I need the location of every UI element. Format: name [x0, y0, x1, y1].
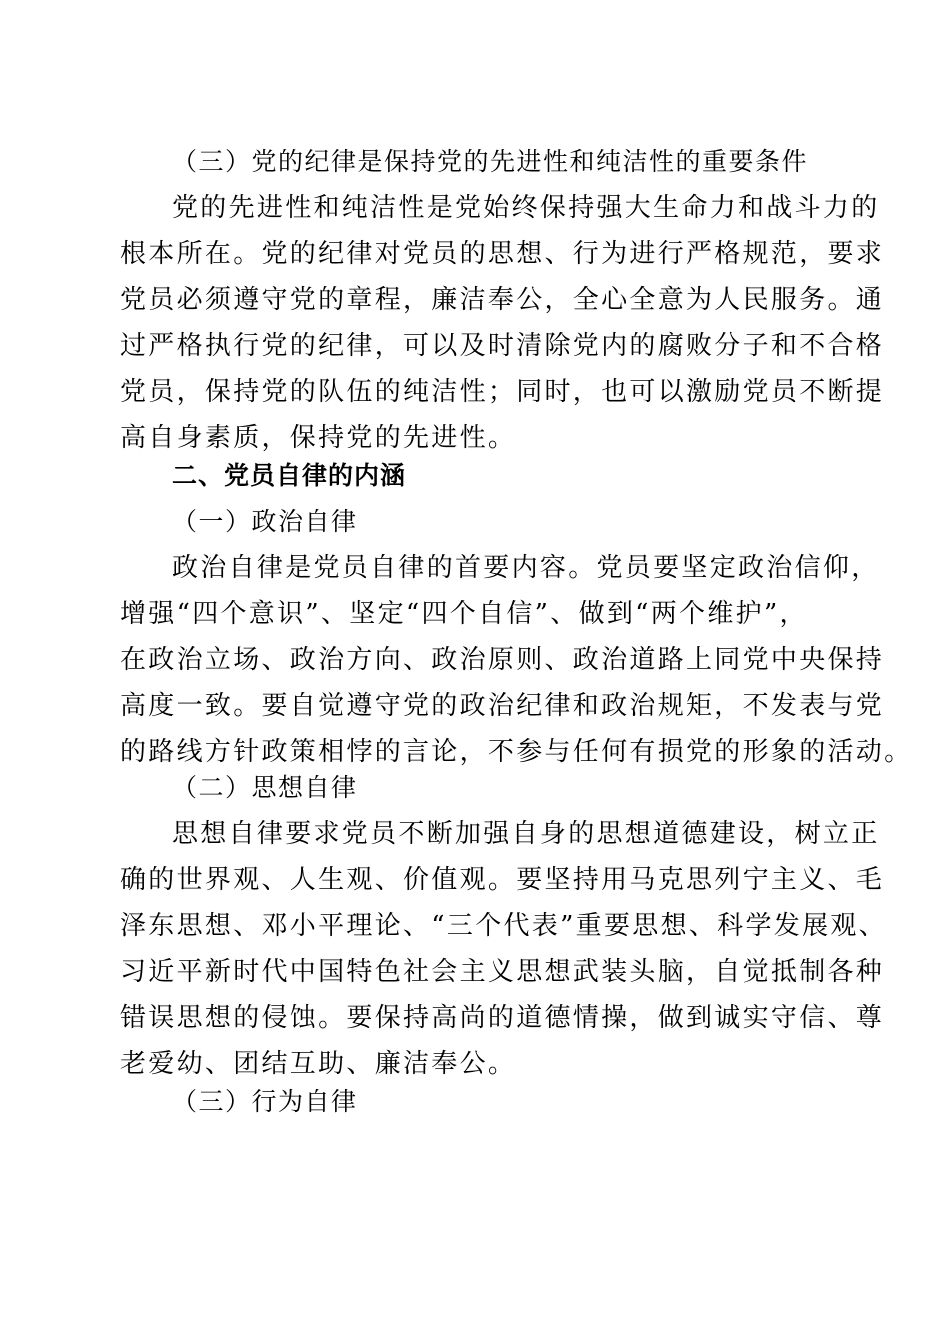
paragraph-line: 党员必须遵守党的章程，廉洁奉公，全心全意为人民服务。通 [120, 285, 885, 315]
paragraph-line: 高度一致。要自觉遵守党的政治纪律和政治规矩，不发表与党 [120, 691, 885, 721]
paragraph-line: 党的先进性和纯洁性是党始终保持强大生命力和战斗力的 [172, 193, 880, 223]
paragraph-line: 增强“四个意识”、坚定“四个自信”、做到“两个维护”， [120, 599, 808, 629]
paragraph-line: 在政治立场、政治方向、政治原则、政治道路上同党中央保持 [120, 645, 885, 675]
section-heading-member-self-discipline: 二、党员自律的内涵 [172, 461, 407, 490]
heading-party-discipline-condition: （三）党的纪律是保持党的先进性和纯洁性的重要条件 [172, 147, 809, 176]
paragraph-line: 老爱幼、团结互助、廉洁奉公。 [120, 1049, 517, 1079]
paragraph-line: 确的世界观、人生观、价值观。要坚持用马克思列宁主义、毛 [120, 865, 885, 895]
paragraph-line: 的路线方针政策相悖的言论，不参与任何有损党的形象的活动。 [120, 737, 913, 767]
paragraph-line: 高自身素质，保持党的先进性。 [120, 423, 517, 453]
paragraph-line: 错误思想的侵蚀。要保持高尚的道德情操，做到诚实守信、尊 [120, 1003, 885, 1033]
paragraph-line: 过严格执行党的纪律，可以及时清除党内的腐败分子和不合格 [120, 331, 885, 361]
paragraph-line: 党员，保持党的队伍的纯洁性；同时，也可以激励党员不断提 [120, 377, 885, 407]
paragraph-line: 根本所在。党的纪律对党员的思想、行为进行严格规范，要求 [120, 239, 885, 269]
subheading-behavioral-self-discipline: （三）行为自律 [172, 1087, 358, 1116]
subheading-ideological-self-discipline: （二）思想自律 [172, 773, 358, 802]
subheading-political-self-discipline: （一）政治自律 [172, 507, 358, 536]
paragraph-line: 政治自律是党员自律的首要内容。党员要坚定政治信仰， [172, 553, 880, 583]
paragraph-line: 习近平新时代中国特色社会主义思想武装头脑，自觉抵制各种 [120, 957, 885, 987]
paragraph-line: 泽东思想、邓小平理论、“三个代表”重要思想、科学发展观、 [120, 911, 887, 941]
paragraph-line: 思想自律要求党员不断加强自身的思想道德建设，树立正 [172, 819, 880, 849]
